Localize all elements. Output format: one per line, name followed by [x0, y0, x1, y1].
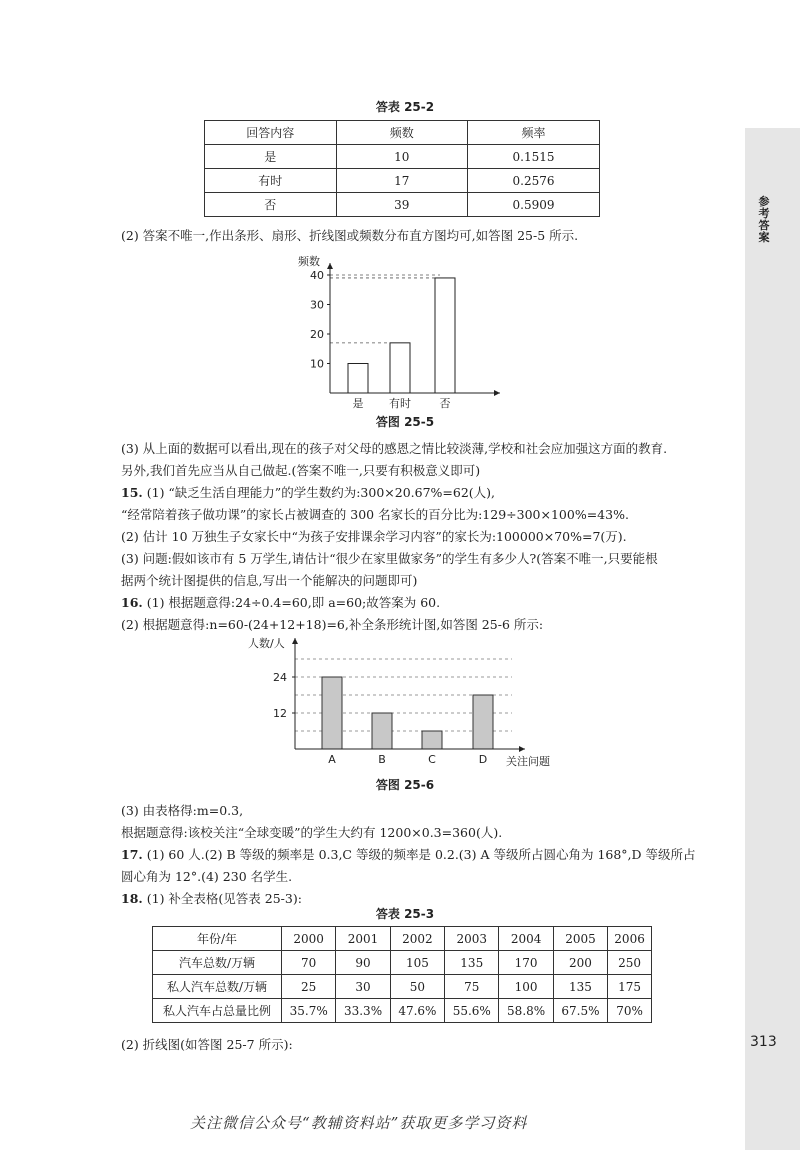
y-axis-label: 人数/人: [248, 637, 285, 650]
table-cell: 67.5%: [553, 999, 607, 1023]
table-cell: 39: [336, 193, 468, 217]
bar-C: [422, 731, 442, 749]
paragraph-q16-2: (2) 根据题意得:n=60-(24+12+18)=6,补全条形统计图,如答图 25-6 所示:: [121, 617, 544, 632]
table-25-3: [152, 926, 652, 1023]
table-cell: 170: [499, 951, 553, 975]
x-tick-label: 是: [352, 397, 364, 410]
question-number: 17.: [121, 847, 143, 862]
bar-D: [473, 695, 493, 749]
paragraph-q16-1: 16. (1) 根据题意得:24÷0.4=60,即 a=60;故答案为 60.: [121, 595, 441, 610]
x-axis-label: 关注问题: [506, 755, 550, 768]
paragraph-q18-2: (2) 折线图(如答图 25-7 所示):: [121, 1037, 293, 1052]
table-cell: 90: [336, 951, 390, 975]
table-cell: 33.3%: [336, 999, 390, 1023]
table-cell: 0.5909: [468, 193, 600, 217]
table-cell: 100: [499, 975, 553, 999]
x-tick-label: B: [378, 753, 386, 766]
question-number: 15.: [121, 485, 143, 500]
table-cell: 0.2576: [468, 169, 600, 193]
table-cell: 135: [553, 975, 607, 999]
table-cell: 47.6%: [390, 999, 444, 1023]
paragraph-q14-3b: 另外,我们首先应当从自己做起.(答案不唯一,只要有积极意义即可): [121, 463, 481, 478]
question-number: 16.: [121, 595, 143, 610]
x-tick-label: 有时: [389, 397, 411, 410]
table-header: 2004: [499, 927, 553, 951]
table-cell: 50: [390, 975, 444, 999]
table-header: 频率: [468, 121, 600, 145]
bar-否: [435, 278, 455, 393]
table-header: 2000: [282, 927, 336, 951]
table-cell: 200: [553, 951, 607, 975]
table-cell: 否: [205, 193, 337, 217]
table-cell: 175: [608, 975, 652, 999]
footer-note: 关注微信公众号“教辅资料站”获取更多学习资料: [190, 1114, 528, 1132]
table-cell: 私人汽车占总量比例: [153, 999, 282, 1023]
y-tick-label: 10: [310, 357, 324, 371]
table-cell: 17: [336, 169, 468, 193]
paragraph-q17-2: 圆心角为 12°.(4) 230 名学生.: [121, 869, 293, 884]
chart-25-6: [240, 632, 570, 772]
table-cell: 汽车总数/万辆: [153, 951, 282, 975]
table-25-2-caption: 答表 25-2: [375, 100, 435, 114]
y-axis-arrow: [327, 263, 333, 269]
table-header: 频数: [336, 121, 468, 145]
x-axis-arrow: [519, 746, 525, 752]
table-header: 2005: [553, 927, 607, 951]
x-axis-arrow: [494, 390, 500, 396]
bar-B: [372, 713, 392, 749]
table-25-2: [204, 120, 600, 217]
table-cell: 55.6%: [445, 999, 499, 1023]
paragraph-q14-3a: (3) 从上面的数据可以看出,现在的孩子对父母的感恩之情比较淡薄,学校和社会应加强这方面的教育.: [121, 441, 668, 456]
bar-A: [322, 677, 342, 749]
chart-25-5-caption: 答图 25-5: [375, 415, 435, 429]
paragraph-q15-2: “经常陪着孩子做功课”的家长占被调查的 300 名家长的百分比为:129÷300×100%=43%.: [121, 507, 629, 522]
table-cell: 75: [445, 975, 499, 999]
table-cell: 25: [282, 975, 336, 999]
table-header: 2006: [608, 927, 652, 951]
paragraph-q14-2: (2) 答案不唯一,作出条形、扇形、折线图或频数分布直方图均可,如答图 25-5 所示.: [121, 228, 579, 243]
y-tick-label: 24: [273, 671, 287, 684]
paragraph-q18-1: 18. (1) 补全表格(见答表 25-3):: [121, 891, 302, 906]
side-tab-label: 参考答案: [758, 195, 770, 244]
table-cell: 30: [336, 975, 390, 999]
side-tab: [745, 128, 800, 1150]
table-header: 2001: [336, 927, 390, 951]
table-cell: 35.7%: [282, 999, 336, 1023]
table-header: 年份/年: [153, 927, 282, 951]
question-number: 18.: [121, 891, 143, 906]
table-header: 回答内容: [205, 121, 337, 145]
table-cell: 58.8%: [499, 999, 553, 1023]
x-tick-label: A: [328, 753, 336, 766]
paragraph-q17-1: 17. (1) 60 人.(2) B 等级的频率是 0.3,C 等级的频率是 0.2.(3) A 等级所占圆心角为 168°,D 等级所占: [121, 847, 696, 862]
chart-25-6-caption: 答图 25-6: [375, 778, 435, 792]
paragraph-q16-4: 根据题意得:该校关注“全球变暖”的学生大约有 1200×0.3=360(人).: [121, 825, 503, 840]
chart-25-5: [290, 255, 520, 425]
y-tick-label: 40: [310, 269, 324, 282]
table-cell: 70: [282, 951, 336, 975]
table-cell: 10: [336, 145, 468, 169]
table-cell: 70%: [608, 999, 652, 1023]
table-25-3-caption: 答表 25-3: [375, 907, 435, 921]
paragraph-q15-1: 15. (1) “缺乏生活自理能力”的学生数约为:300×20.67%=62(人),: [121, 485, 496, 500]
table-cell: 私人汽车总数/万辆: [153, 975, 282, 999]
table-cell: 0.1515: [468, 145, 600, 169]
bar-有时: [390, 343, 410, 393]
table-cell: 105: [390, 951, 444, 975]
paragraph-q15-4: (3) 问题:假如该市有 5 万学生,请估计“很少在家里做家务”的学生有多少人?(答案不唯一,只要能根: [121, 551, 658, 566]
x-tick-label: D: [478, 753, 488, 766]
x-tick-label: 否: [439, 397, 451, 410]
y-tick-label: 30: [310, 298, 324, 312]
y-axis-label: 频数: [298, 255, 320, 268]
y-tick-label: 12: [273, 707, 287, 720]
paragraph-q15-5: 据两个统计图提供的信息,写出一个能解决的问题即可): [121, 573, 418, 588]
table-header: 2002: [390, 927, 444, 951]
paragraph-q15-3: (2) 估计 10 万独生子女家长中“为孩子安排课余学习内容”的家长为:100000×70%=7(万).: [121, 529, 627, 544]
y-axis-arrow: [292, 638, 298, 644]
table-cell: 有时: [205, 169, 337, 193]
x-tick-label: C: [428, 753, 436, 766]
table-cell: 250: [608, 951, 652, 975]
table-cell: 135: [445, 951, 499, 975]
paragraph-q16-3: (3) 由表格得:m=0.3,: [121, 803, 244, 818]
table-cell: 是: [205, 145, 337, 169]
y-tick-label: 20: [310, 328, 324, 341]
page-number: 313: [750, 1034, 777, 1050]
bar-是: [348, 364, 368, 394]
table-header: 2003: [445, 927, 499, 951]
